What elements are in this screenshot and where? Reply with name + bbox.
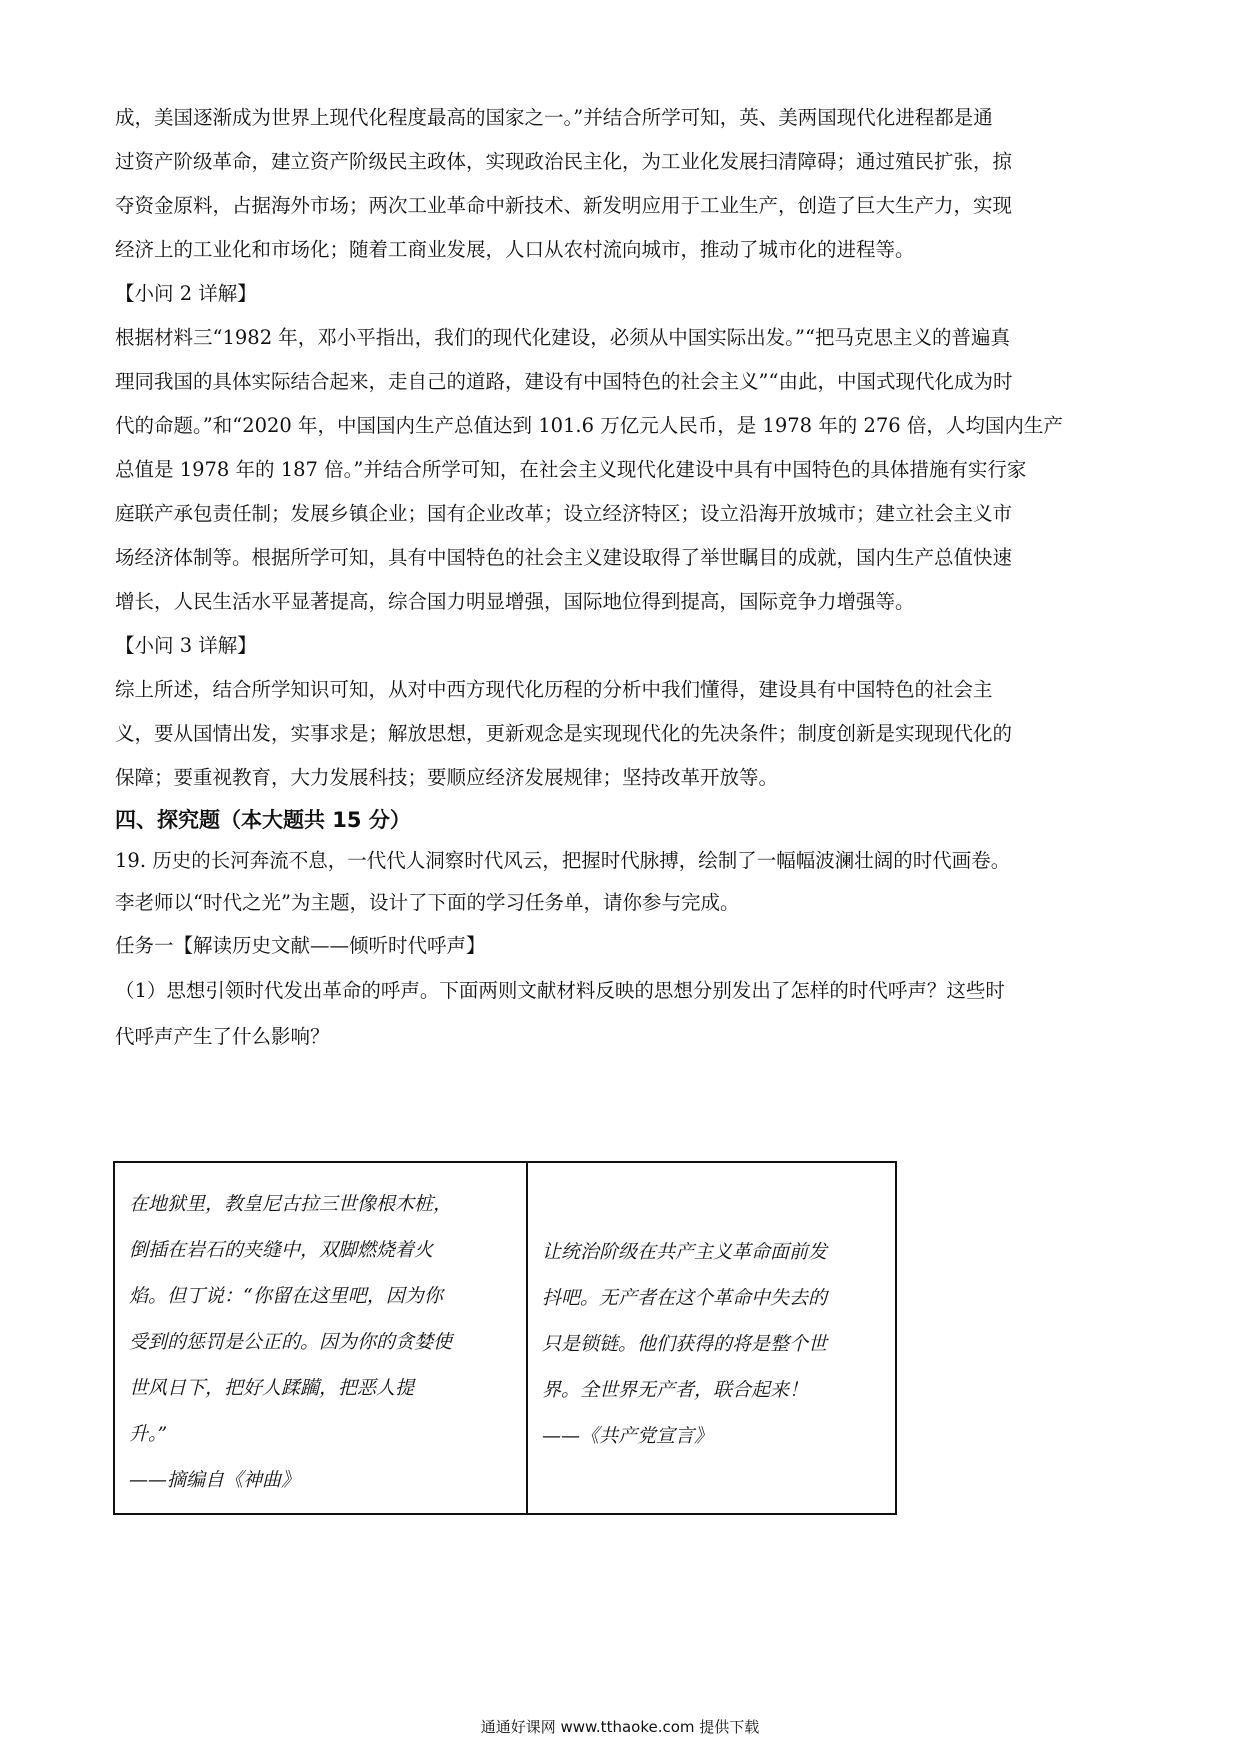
text-line: 过资产阶级革命，建立资产阶级民主政体，实现政治民主化，为工业化发展扫清障碍；通过殖民扩张，掠 xyxy=(115,150,1013,173)
paragraph-q1-conclusion xyxy=(115,96,1130,272)
paragraph-q2-detail xyxy=(115,316,1130,624)
text-line: 焰。但丁说：“你留在这里吧，因为你 xyxy=(129,1285,443,1307)
text-line: 增长，人民生活水平显著提高，综合国力明显增强，国际地位得到提高，国际竞争力增强等。 xyxy=(115,590,915,613)
text-line: 代呼声产生了什么影响？ xyxy=(115,1025,330,1048)
text-line: 李老师以“时代之光”为主题，设计了下面的学习任务单，请你参与完成。 xyxy=(115,891,740,914)
source-citation: ——《共产党宣言》 xyxy=(542,1425,714,1447)
text-line: 让统治阶级在共产主义革命面前发 xyxy=(542,1241,828,1263)
text-line: 夺资金原料，占据海外市场；两次工业革命中新技术、新发明应用于工业生产，创造了巨大生产力，实现 xyxy=(115,194,1013,217)
text-line: 抖吧。无产者在这个革命中失去的 xyxy=(542,1287,828,1309)
material-communist-manifesto xyxy=(528,1163,895,1513)
text-line: 庭联产承包责任制；发展乡镇企业；国有企业改革；设立经济特区；设立沿海开放城市；建立社会主义市 xyxy=(115,502,1013,525)
source-material-table xyxy=(113,1161,897,1515)
text-line: 成，美国逐渐成为世界上现代化程度最高的国家之一。”并结合所学可知，英、美两国现代化进程都是通 xyxy=(115,106,993,129)
page-body xyxy=(115,96,1130,1060)
text-line: 受到的惩罚是公正的。因为你的贪婪使 xyxy=(129,1331,453,1353)
text-line: 界。全世界无产者，联合起来！ xyxy=(542,1379,809,1401)
text-line: 在地狱里，教皇尼古拉三世像根木桩， xyxy=(129,1193,453,1215)
text-line: 19. 历史的长河奔流不息，一代代人洞察时代风云，把握时代脉搏，绘制了一幅幅波澜壮阔的时代画卷。 xyxy=(115,849,1011,872)
task1-question-1 xyxy=(115,968,1130,1060)
page-footer: 通通好课网 www.tthaoke.com 提供下载 xyxy=(480,1718,760,1736)
q3-heading: 【小问 3 详解】 xyxy=(115,634,257,657)
task1-heading: 任务一【解读历史文献——倾听时代呼声】 xyxy=(115,934,486,957)
text-line: 代的命题。”和“2020 年，中国国内生产总值达到 101.6 万亿元人民币，是 1978 年的 276 倍，人均国内生产 xyxy=(115,414,1063,437)
paragraph-q3-detail xyxy=(115,668,1130,800)
text-line: 理同我国的具体实际结合起来，走自己的道路，建设有中国特色的社会主义”“由此，中国式现代化成为时 xyxy=(115,370,1013,393)
question-19-stem xyxy=(115,840,1130,924)
text-line: 经济上的工业化和市场化；随着工商业发展，人口从农村流向城市，推动了城市化的进程等。 xyxy=(115,238,915,261)
text-line: 升。” xyxy=(129,1423,168,1445)
source-citation: ——摘编自《神曲》 xyxy=(129,1469,301,1491)
text-line: 综上所述，结合所学知识可知，从对中西方现代化历程的分析中我们懂得，建设具有中国特色的社会主 xyxy=(115,678,993,701)
text-line: 只是锁链。他们获得的将是整个世 xyxy=(542,1333,828,1355)
text-line: 倒插在岩石的夹缝中，双脚燃烧着火 xyxy=(129,1239,434,1261)
text-line: 场经济体制等。根据所学可知，具有中国特色的社会主义建设取得了举世瞩目的成就，国内生产总值快速 xyxy=(115,546,1013,569)
text-line: 义，要从国情出发，实事求是；解放思想，更新观念是实现现代化的先决条件；制度创新是实现现代化的 xyxy=(115,722,1013,745)
text-line: 保障；要重视教育，大力发展科技；要顺应经济发展规律；坚持改革开放等。 xyxy=(115,766,779,789)
text-line: （1）思想引领时代发出革命的呼声。下面两则文献材料反映的思想分别发出了怎样的时代呼声？这些时 xyxy=(115,979,1005,1002)
material-divine-comedy xyxy=(115,1163,528,1513)
text-line: 世风日下，把好人蹂躏，把恶人提 xyxy=(129,1377,415,1399)
text-line: 总值是 1978 年的 187 倍。”并结合所学可知，在社会主义现代化建设中具有中国特色的具体措施有实行家 xyxy=(115,458,1027,481)
q2-heading: 【小问 2 详解】 xyxy=(115,282,257,305)
text-line: 根据材料三“1982 年，邓小平指出，我们的现代化建设，必须从中国实际出发。”“把马克思主义的普遍真 xyxy=(115,326,1010,349)
section-heading: 四、探究题（本大题共 15 分） xyxy=(115,808,411,832)
